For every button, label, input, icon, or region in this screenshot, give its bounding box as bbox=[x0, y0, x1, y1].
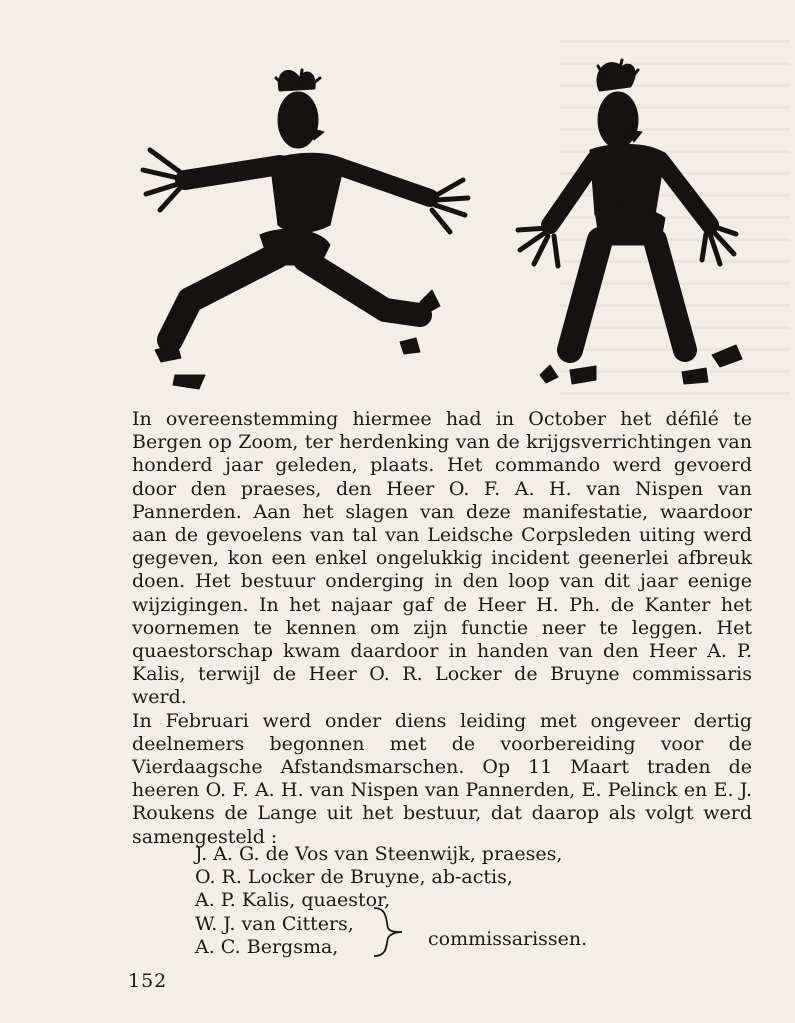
board-member-quaestor: A. P. Kalis, quaestor, bbox=[195, 889, 391, 912]
commissarissen-label: commissarissen. bbox=[428, 928, 588, 950]
paragraph-vierdaagsche: In Februari werd onder diens leiding met ongeveer dertig deelnemers begonnen met de voorbereiding voor de Vierdaagsche Afstandsmarschen. Op 11 Maart traden de heeren O. F. A. H. van Nispen van Pannerden, E. Pelinck en E. J. Roukens de Lange uit het bestuur, dat daarop als volgt werd samengesteld : bbox=[132, 709, 752, 848]
board-member-praeses: J. A. G. de Vos van Steenwijk, praeses, bbox=[195, 843, 563, 865]
page-number: 152 bbox=[128, 970, 168, 992]
main-text bbox=[132, 408, 752, 849]
marching-figures-illustration bbox=[130, 50, 760, 400]
board-member-commissaris-1: W. J. van Citters, bbox=[195, 912, 354, 935]
board-member-commissaris-2: A. C. Bergsma, bbox=[195, 935, 339, 958]
board-member-ab-actis: O. R. Locker de Bruyne, ab-actis, bbox=[195, 866, 513, 889]
paragraph-defile: In overeenstemming hiermee had in October het défilé te Bergen op Zoom, ter herdenking van de krijgsverrichtingen van honderd jaar geleden, plaats. Het commando werd gevoerd door den praeses, den Heer O. F. A. H. van Nispen van Pannerden. Aan het slagen van deze manifestatie, waardoor aan de gevoelens van tal van Leidsche Corpsleden uiting werd gegeven, kon een enkel ongelukkig incident geenerlei afbreuk doen. Het bestuur onderging in den loop van dit jaar eenige wijzigingen. In het najaar gaf de Heer H. Ph. de Kanter het voornemen te kennen om zijn functie neer te leggen. Het quaestorschap kwam daardoor in handen van den Heer A. P. Kalis, terwijl de Heer O. R. Locker de Bruyne commissaris werd. bbox=[132, 408, 752, 709]
right-marching-figure bbox=[518, 60, 742, 384]
right-curly-brace bbox=[368, 904, 408, 960]
left-marching-figure bbox=[143, 70, 468, 389]
